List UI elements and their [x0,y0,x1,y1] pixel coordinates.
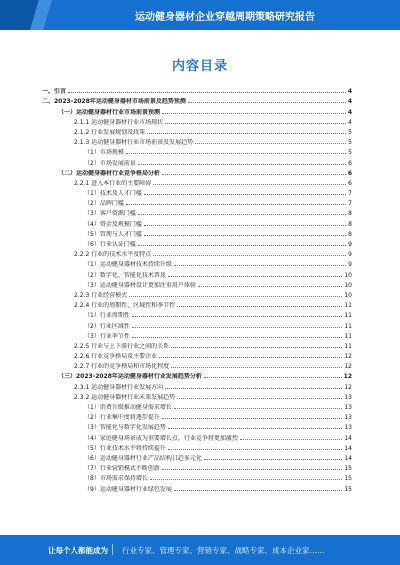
toc-entry-title: 2.2.3 行业经营模式 [74,291,128,299]
toc-entry-page: 4 [347,108,352,116]
toc-dot-leader [150,479,343,480]
toc-entry-title: （2）品牌门槛 [84,200,124,208]
toc-entry-page: 6 [347,169,352,177]
toc-dot-leader [165,388,342,389]
toc-dot-leader [132,327,343,328]
toc-dot-leader [168,276,343,277]
toc-entry[interactable] [42,431,352,441]
toc-entry-page: 9 [348,251,352,259]
toc-entry-page: 10 [344,271,352,279]
toc-entry-title: （3）客户资源门槛 [84,210,136,218]
toc-entry-title: （一）运动健身器材行业市场前景预测 [58,108,161,116]
toc-entry[interactable] [42,482,352,492]
toc-entry[interactable] [42,452,352,462]
toc-entry[interactable] [42,228,352,238]
toc-entry[interactable] [42,268,352,278]
toc-entry-page: 8 [348,230,352,238]
toc-entry-page: 13 [344,393,352,401]
toc-dot-leader [177,306,342,307]
toc-entry[interactable] [42,95,352,105]
toc-entry-title: 2.3.2 运动健身器材行业未来发展趋势 [74,393,176,401]
toc-entry-page: 12 [344,363,352,371]
toc-dot-leader [68,92,346,93]
toc-dot-leader [162,418,343,419]
toc-entry-title: （5）管理与人才门槛 [84,230,142,238]
toc-entry-page: 11 [344,312,352,320]
page-footer [0,535,400,565]
toc-entry[interactable] [42,146,352,156]
toc-dot-leader [168,449,343,450]
toc-entry[interactable] [42,105,352,115]
toc-entry-page: 4 [348,118,352,126]
toc-entry[interactable] [42,391,352,401]
toc-entry[interactable] [42,156,352,166]
toc-dot-leader [159,357,342,358]
toc-entry[interactable] [42,126,352,136]
toc-dot-leader [174,265,346,266]
toc-entry-page: 4 [347,88,352,96]
toc-entry[interactable] [42,136,352,146]
footer-tagline: 行业专家、管理专家、营销专家、战略专家、成本企业家…… [122,546,325,555]
toc-dot-leader [147,133,346,134]
toc-entry-page: 6 [348,179,352,187]
toc-entry-title: （4）资金及规模门槛 [84,220,142,228]
footer-slogan: 让每个人都能成为 [48,546,108,555]
toc-entry-page: 10 [344,281,352,289]
toc-entry-page: 12 [344,383,352,391]
toc-entry[interactable] [42,360,352,370]
toc-entry-page: 12 [344,353,352,361]
toc-entry-title: （二）运动健身器材行业竞争格局分析 [58,169,161,177]
toc-entry[interactable] [42,116,352,126]
toc-entry[interactable] [42,248,352,258]
toc-entry-title: （7）行业营销模式不断创新 [84,465,160,473]
toc-entry[interactable] [42,177,352,187]
toc-dot-leader [132,316,343,317]
table-of-contents [42,85,352,493]
toc-entry-page: 5 [348,128,352,136]
toc-entry-page: 10 [344,291,352,299]
toc-entry[interactable] [42,85,352,95]
toc-dot-leader [204,459,343,460]
toc-entry[interactable] [42,472,352,482]
toc-entry-page: 7 [348,200,352,208]
toc-entry[interactable] [42,380,352,390]
toc-entry-page: 7 [348,190,352,198]
toc-entry-title: （三）2023-2028年运动健身器材行业发展趋势分析 [58,373,202,381]
toc-dot-leader [188,102,346,103]
toc-dot-leader [240,439,343,440]
toc-dot-leader [162,113,346,114]
toc-entry-title: 2.1.2 行业发展规划及政策 [74,128,146,136]
toc-entry[interactable] [42,330,352,340]
toc-entry-title: （2）市场发展前景 [84,159,136,167]
toc-entry[interactable] [42,401,352,411]
toc-entry-title: 一、引言 [42,88,67,96]
toc-entry-title: 2.3.1 运动健身器材行业发展方向 [74,383,164,391]
toc-dot-leader [165,123,346,124]
toc-entry-title: （3）行业季节性 [84,332,130,340]
toc-entry-title: （8）市场需求保持增长 [84,475,148,483]
toc-entry-page: 11 [344,332,352,340]
toc-entry-title: （1）技术及人才门槛 [84,190,142,198]
toc-entry[interactable] [42,299,352,309]
toc-entry[interactable] [42,462,352,472]
toc-entry-page: 9 [348,261,352,269]
toc-entry-title: 二、2023-2028年运动健身器材市场前景及趋势预测 [42,98,186,106]
toc-dot-leader [126,204,346,205]
toc-entry[interactable] [42,411,352,421]
toc-dot-leader [195,143,346,144]
toc-entry-page: 11 [344,342,352,350]
toc-dot-leader [168,428,343,429]
toc-entry-title: 2.2.2 行业的技术水平及特点 [74,251,152,259]
toc-entry[interactable] [42,207,352,217]
toc-entry[interactable] [42,167,352,177]
toc-entry-title: 2.2.6 行业竞争格局及主要企业 [74,353,158,361]
toc-entry-title: 2.1.3 运动健身器材行业市场前景及发展趋势 [74,139,194,147]
toc-entry-page: 9 [348,241,352,248]
toc-entry-page: 15 [344,485,352,493]
toc-entry[interactable] [42,279,352,289]
toc-entry[interactable] [42,309,352,319]
toc-entry[interactable] [42,258,352,268]
toc-entry-page: 13 [344,404,352,411]
toc-entry-page: 13 [344,424,352,432]
page-header [0,0,400,30]
toc-dot-leader [153,184,346,185]
toc-entry-page: 6 [348,159,352,167]
toc-dot-leader [144,225,346,226]
toc-dot-leader [162,174,346,175]
toc-dot-leader [204,377,342,378]
toc-entry[interactable] [42,289,352,299]
toc-entry-page: 14 [344,434,352,442]
toc-dot-leader [138,245,346,246]
toc-entry-page: 5 [348,149,352,157]
toc-dot-leader [174,408,343,409]
toc-entry-title: （3）运动健身器材设计更加注重用户体验 [84,281,196,289]
toc-entry-title: （1）行业周期性 [84,312,130,320]
report-title: 运动健身器材企业穿越周期策略研究报告 [135,12,315,23]
toc-dot-leader [126,153,346,154]
toc-entry[interactable] [42,238,352,248]
toc-dot-leader [144,194,346,195]
toc-entry-title: （2）数字化、智能化技术普及 [84,271,166,279]
toc-entry-title: 2.2.5 行业与上下游行业之间的关系 [74,342,170,350]
toc-entry[interactable] [42,319,352,329]
toc-entry-title: （5）行业技术水平将持续提升 [84,444,166,452]
toc-dot-leader [138,164,346,165]
toc-dot-leader [174,490,343,491]
toc-entry[interactable] [42,197,352,207]
toc-entry[interactable] [42,370,352,380]
toc-entry-page: 15 [344,475,352,483]
toc-entry-title: 2.2.1 进入本行业的主要障碍 [74,179,152,187]
toc-entry-title: （6）行业认证门槛 [84,241,136,248]
toc-entry-page: 11 [344,322,352,330]
toc-entry-title: （9）运动健身器材行业绿色发展 [84,485,172,493]
toc-entry[interactable] [42,350,352,360]
toc-entry-title: 2.2.4 行业的周期性、区域性和季节性 [74,302,176,310]
toc-dot-leader [171,367,342,368]
toc-heading: 内容目录 [171,59,228,74]
footer-divider [112,544,113,555]
toc-entry-page: 13 [344,414,352,422]
toc-entry[interactable] [42,217,352,227]
toc-entry-page: 4 [347,98,352,106]
toc-entry-page: 12 [343,373,352,381]
toc-entry-title: （6）运动健身器材行业产品结构日趋多元化 [84,454,202,462]
toc-entry[interactable] [42,442,352,452]
toc-dot-leader [129,296,342,297]
toc-entry-title: （2）行业集中度将逐步提升 [84,414,160,422]
toc-dot-leader [162,469,343,470]
toc-entry-page: 5 [348,139,352,147]
toc-entry-page: 14 [344,444,352,452]
toc-entry-title: （1）市场规模 [84,149,124,157]
toc-entry-title: 2.1.1 运动健身器材行业市场现状 [74,118,164,126]
toc-entry-page: 8 [348,210,352,218]
toc-dot-leader [132,337,343,338]
toc-dot-leader [198,286,343,287]
toc-dot-leader [177,398,342,399]
toc-dot-leader [153,255,346,256]
toc-dot-leader [144,235,346,236]
toc-entry-title: （1）运动健身器材技术持续升级 [84,261,172,269]
toc-dot-leader [138,214,346,215]
toc-entry-page: 8 [348,220,352,228]
toc-entry[interactable] [42,187,352,197]
toc-dot-leader [171,347,342,348]
toc-entry-title: （2）行业区域性 [84,322,130,330]
toc-entry-page: 15 [344,465,352,473]
toc-entry-title: （3）智能化与数字化发展趋势 [84,424,166,432]
toc-entry-page: 11 [344,302,352,310]
toc-entry-title: （1）消费升级推动健身需求增长 [84,404,172,411]
toc-entry-title: 2.2.7 行业的竞争格局和市场化程度 [74,363,170,371]
toc-entry[interactable] [42,421,352,431]
toc-entry[interactable] [42,340,352,350]
toc-entry-title: （4）家庭健身场景成为重要增长点，行业竞争将更加激烈 [84,434,238,442]
toc-entry-page: 14 [344,454,352,462]
